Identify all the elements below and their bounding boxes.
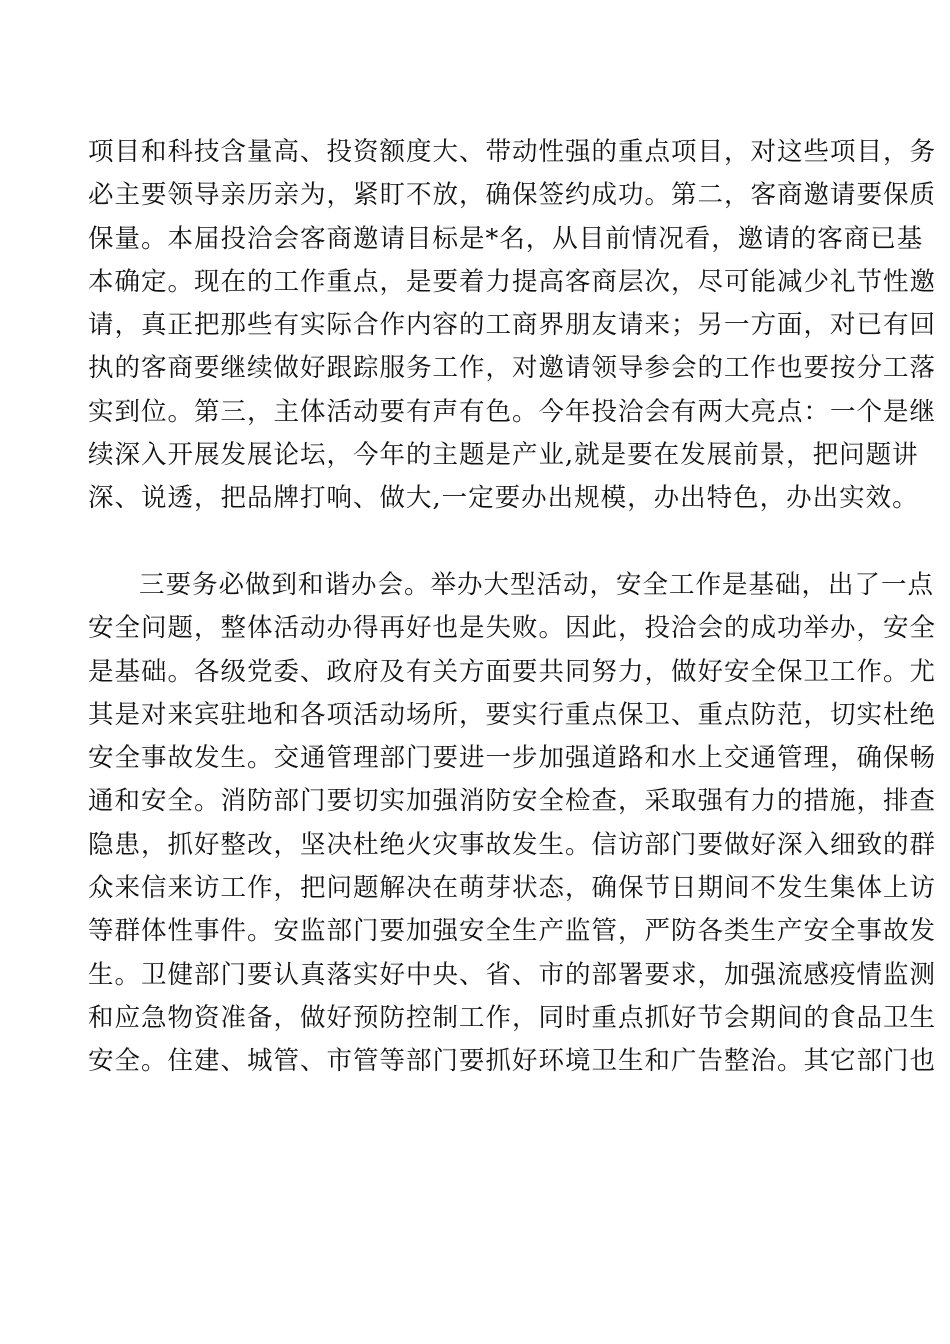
- paragraph-1-line-4: 本确定。现在的工作重点，是要着力提高客商层次，尽可能减少礼节性邀: [88, 266, 937, 297]
- paragraph-1-line-9: 深、说透，把品牌打响、做大,一定要办出规模，办出特色，办出实效。: [88, 483, 919, 514]
- paragraph-1-line-2: 必主要领导亲历亲为，紧盯不放，确保签约成功。第二，客商邀请要保质: [88, 180, 937, 211]
- paragraph-2-line-10: 生。卫健部门要认真落实好中央、省、市的部署要求，加强流感疫情监测: [88, 959, 937, 990]
- paragraph-1-line-7: 实到位。第三，主体活动要有声有色。今年投洽会有两大亮点：一个是继: [88, 396, 937, 427]
- paragraph-2-line-6: 通和安全。消防部门要切实加强消防安全检查，采取强有力的措施，排查: [88, 786, 937, 817]
- paragraph-2-line-9: 等群体性事件。安监部门要加强安全生产监管，严防各类生产安全事故发: [88, 916, 937, 947]
- paragraph-1-line-3: 保量。本届投洽会客商邀请目标是*名，从目前情况看，邀请的客商已基: [88, 223, 924, 254]
- paragraph-1-line-6: 执的客商要继续做好跟踪服务工作，对邀请领导参会的工作也要按分工落: [88, 353, 937, 384]
- paragraph-2-line-3: 是基础。各级党委、政府及有关方面要共同努力，做好安全保卫工作。尤: [88, 656, 937, 687]
- paragraph-2-line-11: 和应急物资准备，做好预防控制工作，同时重点抓好节会期间的食品卫生: [88, 1002, 937, 1033]
- paragraph-1-line-5: 请，真正把那些有实际合作内容的工商界朋友请来；另一方面，对已有回: [88, 310, 937, 341]
- paragraph-1-line-8: 续深入开展发展论坛，今年的主题是产业,就是要在发展前景，把问题讲: [88, 440, 919, 471]
- paragraph-2-line-12: 安全。住建、城管、市管等部门要抓好环境卫生和广告整治。其它部门也: [88, 1046, 937, 1077]
- paragraph-2-line-1: 三要务必做到和谐办会。举办大型活动，安全工作是基础，出了一点: [139, 570, 935, 600]
- paragraph-2-line-7: 隐患，抓好整改，坚决杜绝火灾事故发生。信访部门要做好深入细致的群: [88, 829, 937, 860]
- paragraph-2-line-8: 众来信来访工作，把问题解决在萌芽状态，确保节日期间不发生集体上访: [88, 873, 937, 904]
- paragraph-2-line-4: 其是对来宾驻地和各项活动场所，要实行重点保卫、重点防范，切实杜绝: [88, 699, 937, 730]
- paragraph-2-line-2: 安全问题，整体活动办得再好也是失败。因此，投洽会的成功举办，安全: [88, 613, 937, 644]
- paragraph-1-line-1: 项目和科技含量高、投资额度大、带动性强的重点项目，对这些项目，务: [88, 137, 937, 167]
- paragraph-1: [88, 131, 937, 521]
- paragraph-2-line-5: 安全事故发生。交通管理部门要进一步加强道路和水上交通管理，确保畅: [88, 743, 937, 774]
- paragraph-2: [88, 564, 937, 1084]
